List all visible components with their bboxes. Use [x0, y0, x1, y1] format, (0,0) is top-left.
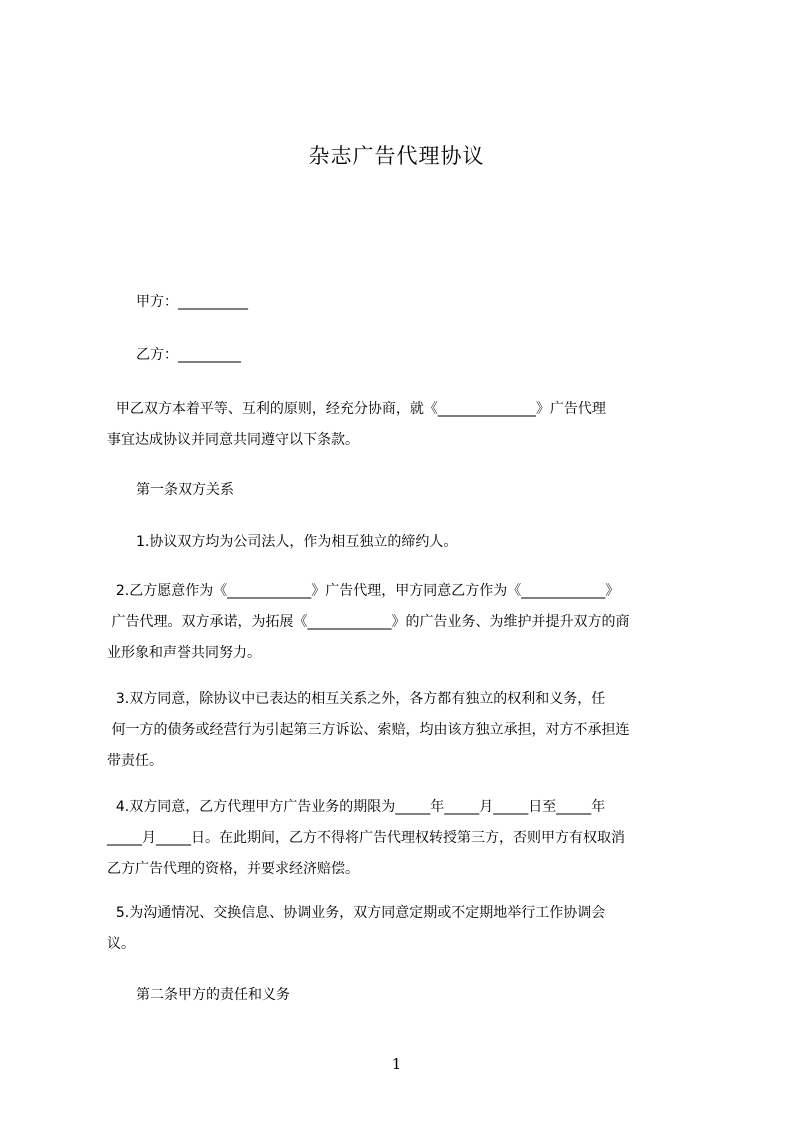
clause-2-line-2: 广告代理。双方承诺，为拓展《____________》的广告业务、为维护并提升双方的商	[107, 614, 630, 630]
clause-4-line-2: _____月_____日。在此期间，乙方不得将广告代理权转授第三方，否则甲方有权取消	[107, 830, 625, 846]
party-b-line: 乙方：_________	[136, 347, 241, 363]
clause-4-paragraph	[107, 792, 700, 885]
clause-1: 1.协议双方均为公司法人，作为相互独立的缔约人。	[136, 534, 458, 550]
clause-4-line-3: 乙方广告代理的资格，并要求经济赔偿。	[107, 861, 359, 877]
party-a-line: 甲方：__________	[136, 294, 248, 310]
clause-2-paragraph	[107, 576, 700, 669]
clause-5-line-1: 5.为沟通情况、交换信息、协调业务，双方同意定期或不定期地举行工作协调会	[107, 905, 606, 921]
clause-5-line-2: 议。	[107, 936, 135, 952]
intro-paragraph	[107, 394, 700, 456]
clause-3-line-3: 带责任。	[107, 753, 163, 769]
clause-3-paragraph	[107, 684, 700, 777]
clause-2-line-1: 2.乙方愿意作为《____________》广告代理，甲方同意乙方作为《____________》	[107, 583, 620, 599]
section-1-heading: 第一条双方关系	[136, 482, 234, 498]
clause-5-paragraph	[107, 898, 700, 960]
clause-4-line-1: 4.双方同意，乙方代理甲方广告业务的期限为_____年_____月_____日至_____年	[107, 799, 606, 815]
clause-3-line-1: 3.双方同意，除协议中已表达的相互关系之外，各方都有独立的权利和义务，任	[107, 691, 606, 707]
page-number: 1	[391, 1055, 402, 1073]
section-2-heading: 第二条甲方的责任和义务	[136, 987, 290, 1003]
intro-line-1: 甲乙双方本着平等、互利的原则，经充分协商，就《______________》广告代理	[107, 401, 606, 417]
clause-3-line-2: 何一方的债务或经营行为引起第三方诉讼、索赔，均由该方独立承担，对方不承担连	[107, 722, 630, 738]
intro-line-2: 事宜达成协议并同意共同遵守以下条款。	[107, 432, 359, 448]
clause-2-line-3: 业形象和声誉共同努力。	[107, 645, 261, 661]
document-title: 杂志广告代理协议	[308, 144, 485, 168]
